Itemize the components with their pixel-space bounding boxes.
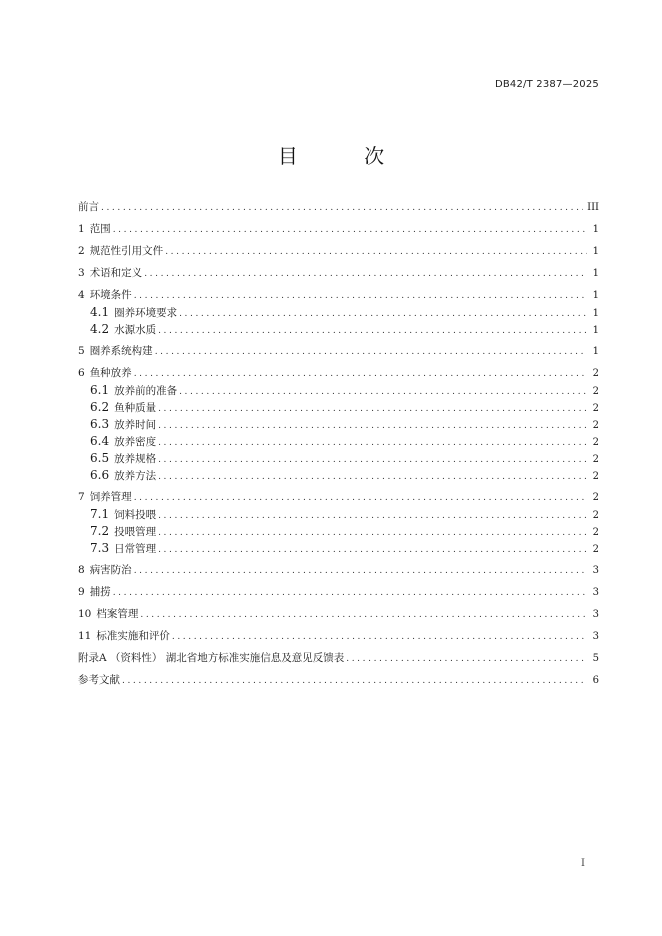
toc-page-number: 2	[592, 420, 599, 431]
document-code: DB42/T 2387—2025	[494, 79, 599, 90]
toc-entry-number: 9	[78, 586, 85, 598]
toc-entry-text: 捕捞	[89, 586, 111, 598]
toc-entry-label	[90, 523, 158, 541]
toc-entry-label	[90, 540, 158, 558]
toc-entry[interactable]	[78, 489, 599, 506]
toc-page-number: 1	[592, 308, 599, 319]
toc-entry-text: 档案管理	[96, 608, 139, 620]
toc-leader-dots	[144, 266, 587, 283]
page-number: I	[581, 858, 585, 869]
toc-entry-number: 8	[78, 564, 85, 576]
toc-entry-label	[90, 304, 179, 322]
toc-entry-text: 投喂管理	[114, 526, 157, 538]
toc-page-number: 3	[592, 565, 599, 576]
toc-entry-label	[78, 243, 165, 260]
toc-entry-text: 放养前的准备	[114, 385, 178, 397]
toc-page-number: 2	[592, 527, 599, 538]
toc-leader-dots	[134, 490, 587, 507]
toc-entry-text: 标准实施和评价	[96, 630, 170, 642]
toc-entry-number: 6.3	[90, 417, 110, 431]
toc-page-number: 1	[592, 224, 599, 235]
toc-entry-number: 6.5	[90, 451, 110, 465]
toc-entry-label	[90, 506, 158, 524]
toc-entry-text: 鱼种放养	[89, 367, 132, 379]
table-of-contents	[78, 199, 599, 689]
toc-entry-number: 2	[78, 245, 85, 257]
toc-leader-dots	[158, 542, 587, 559]
toc-leader-dots	[158, 469, 587, 486]
toc-page-number: 1	[592, 346, 599, 357]
toc-page-number: 3	[592, 609, 599, 620]
toc-subentry[interactable]	[78, 523, 599, 540]
toc-leader-dots	[134, 288, 587, 305]
toc-entry-label	[90, 467, 158, 485]
toc-subentry[interactable]	[78, 321, 599, 338]
toc-entry-number: 6	[78, 367, 85, 379]
toc-entry-label	[78, 489, 134, 506]
toc-entry-label	[78, 365, 134, 382]
toc-subentry[interactable]	[78, 433, 599, 450]
toc-page-number: III	[587, 202, 599, 213]
toc-leader-dots	[158, 452, 587, 469]
toc-page-number: 2	[592, 471, 599, 482]
toc-leader-dots	[155, 344, 587, 361]
toc-entry-label	[90, 416, 158, 434]
toc-entry-label	[90, 399, 158, 417]
toc-entry[interactable]	[78, 287, 599, 304]
toc-entry-label	[78, 606, 140, 623]
toc-entry-text: 饲养管理	[89, 491, 132, 503]
toc-leader-dots	[172, 629, 587, 646]
toc-page-number: 1	[592, 325, 599, 336]
toc-leader-dots	[158, 323, 587, 340]
toc-page-number: 2	[592, 386, 599, 397]
toc-entry-label	[90, 433, 158, 451]
toc-entry-text: 环境条件	[89, 289, 132, 301]
toc-page-number: 3	[592, 631, 599, 642]
toc-page-number: 2	[592, 492, 599, 503]
toc-entry-text: 圈养环境要求	[114, 307, 178, 319]
toc-subentry[interactable]	[78, 399, 599, 416]
toc-entry[interactable]	[78, 243, 599, 260]
toc-entry-number: 5	[78, 345, 85, 357]
toc-entry-number: 6.1	[90, 383, 110, 397]
toc-leader-dots	[113, 222, 587, 239]
toc-subentry[interactable]	[78, 467, 599, 484]
toc-entry-text: 范围	[89, 223, 111, 235]
toc-entry-text: 鱼种质量	[114, 402, 157, 414]
toc-entry-label	[78, 562, 134, 579]
toc-entry[interactable]	[78, 628, 599, 645]
toc-entry-label	[78, 650, 346, 667]
toc-entry-number: 3	[78, 267, 85, 279]
toc-leader-dots	[158, 401, 587, 418]
toc-entry-label	[90, 321, 158, 339]
toc-leader-dots	[158, 508, 587, 525]
toc-page-number: 2	[592, 544, 599, 555]
toc-entry-label	[78, 287, 134, 304]
toc-page-number: 6	[592, 675, 599, 686]
toc-leader-dots	[140, 607, 587, 624]
toc-page-number: 2	[592, 403, 599, 414]
toc-leader-dots	[165, 244, 587, 261]
toc-leader-dots	[134, 563, 587, 580]
toc-entry[interactable]	[78, 343, 599, 360]
toc-subentry[interactable]	[78, 304, 599, 321]
toc-leader-dots	[158, 435, 587, 452]
toc-entry-text: 放养规格	[114, 453, 157, 465]
toc-subentry[interactable]	[78, 416, 599, 433]
toc-entry-number: 6.6	[90, 468, 110, 482]
toc-entry-label	[78, 672, 122, 689]
toc-entry-number: 6.4	[90, 434, 110, 448]
toc-entry-number: 10	[78, 608, 92, 620]
toc-entry-number: 4	[78, 289, 85, 301]
toc-leader-dots	[158, 525, 587, 542]
toc-page-number: 1	[592, 246, 599, 257]
toc-entry-text: 参考文献	[78, 674, 120, 686]
toc-entry-label	[90, 382, 179, 400]
toc-entry[interactable]	[78, 562, 599, 579]
toc-leader-dots	[158, 418, 587, 435]
toc-page-number: 2	[592, 437, 599, 448]
toc-entry-number: 7.1	[90, 507, 110, 521]
toc-entry-number: 11	[78, 630, 92, 642]
toc-entry-label	[78, 343, 155, 360]
toc-page-number: 2	[592, 454, 599, 465]
toc-entry-text: 放养时间	[114, 419, 157, 431]
toc-page-number: 5	[592, 653, 599, 664]
toc-entry-number: 7.3	[90, 541, 110, 555]
toc-entry-text: 病害防治	[89, 564, 132, 576]
toc-entry-label	[78, 265, 144, 282]
toc-entry-text: 饲料投喂	[114, 509, 157, 521]
toc-entry-text: 日常管理	[114, 543, 157, 555]
toc-page-number: 1	[592, 268, 599, 279]
toc-entry-number: 1	[78, 223, 85, 235]
toc-entry[interactable]	[78, 221, 599, 238]
toc-leader-dots	[134, 366, 587, 383]
toc-subentry[interactable]	[78, 506, 599, 523]
toc-subentry[interactable]	[78, 450, 599, 467]
toc-entry-number: 6.2	[90, 400, 110, 414]
toc-leader-dots	[179, 306, 587, 323]
toc-entry[interactable]	[78, 265, 599, 282]
toc-entry-text: 附录A （资料性） 湖北省地方标准实施信息及意见反馈表	[78, 652, 345, 664]
toc-entry-number: 7	[78, 491, 85, 503]
toc-entry[interactable]	[78, 606, 599, 623]
toc-entry[interactable]	[78, 584, 599, 601]
toc-entry-number: 7.2	[90, 524, 110, 538]
toc-page-number: 2	[592, 510, 599, 521]
toc-entry-label	[78, 221, 113, 238]
toc-entry-text: 前言	[78, 201, 99, 213]
toc-entry[interactable]	[78, 650, 599, 667]
toc-entry-label	[90, 450, 158, 468]
toc-entry-text: 水源水质	[114, 324, 157, 336]
toc-entry[interactable]	[78, 672, 599, 689]
toc-leader-dots	[179, 384, 587, 401]
toc-entry-number: 4.2	[90, 322, 110, 336]
toc-leader-dots	[346, 651, 587, 668]
toc-entry-label	[78, 628, 172, 645]
toc-entry-number: 4.1	[90, 305, 110, 319]
toc-entry[interactable]	[78, 365, 599, 382]
toc-page-number: 1	[592, 290, 599, 301]
toc-leader-dots	[101, 200, 583, 217]
toc-leader-dots	[113, 585, 587, 602]
page-title: 目 次	[277, 144, 415, 168]
toc-entry-label	[78, 584, 113, 601]
toc-entry-label	[78, 199, 101, 216]
toc-page-number: 3	[592, 587, 599, 598]
toc-entry-text: 放养方法	[114, 470, 157, 482]
toc-subentry[interactable]	[78, 540, 599, 557]
toc-page-number: 2	[592, 368, 599, 379]
toc-entry-text: 规范性引用文件	[89, 245, 164, 257]
toc-entry-text: 术语和定义	[89, 267, 143, 279]
toc-entry[interactable]	[78, 199, 599, 216]
toc-leader-dots	[122, 673, 587, 690]
toc-entry-text: 放养密度	[114, 436, 157, 448]
toc-subentry[interactable]	[78, 382, 599, 399]
toc-entry-text: 圈养系统构建	[89, 345, 153, 357]
